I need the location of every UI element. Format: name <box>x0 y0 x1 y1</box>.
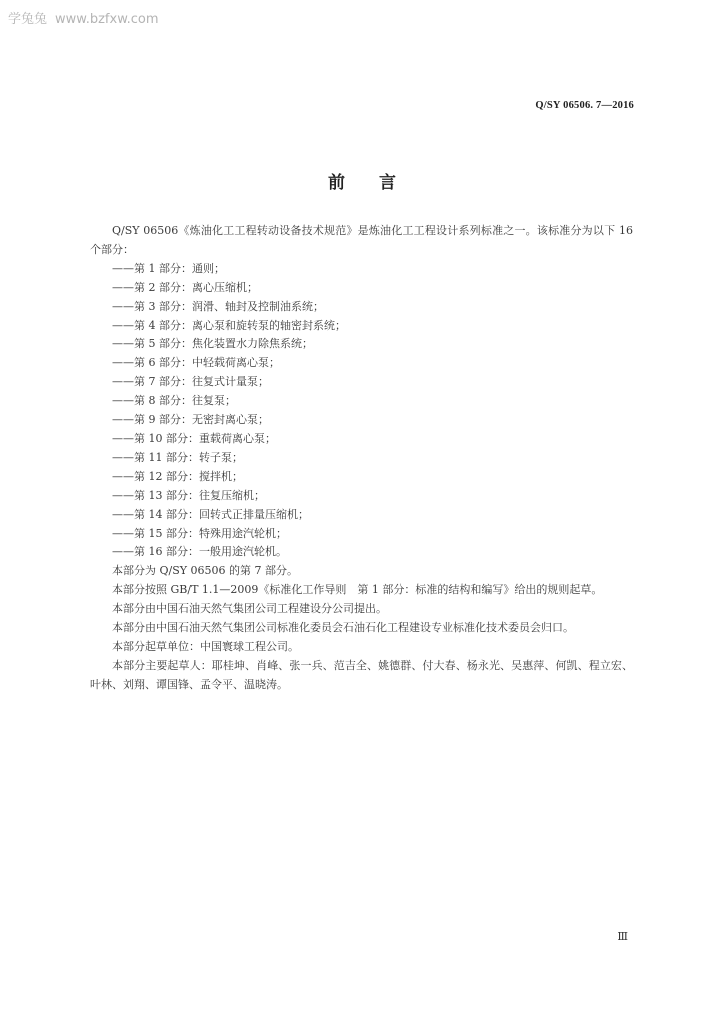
page-number: Ⅲ <box>617 931 628 943</box>
part-list-item: ——第 7 部分：往复式计量泵； <box>112 375 269 389</box>
part-list-item: ——第 10 部分：重载荷离心泵； <box>112 431 276 445</box>
site-watermark <box>8 8 159 27</box>
part-list-item: ——第 15 部分：特殊用途汽轮机； <box>112 526 287 540</box>
part-list-item: ——第 9 部分：无密封离心泵； <box>112 413 269 427</box>
drafters-paragraph: 本部分主要起草人：耶桂坤、肖峰、张一兵、范吉全、姚德群、付大春、杨永光、吴惠萍、何凯、程立宏、叶林、刘翔、谭国锋、孟令平、温晓涛。 <box>90 658 633 691</box>
part-list-item: ——第 3 部分：润滑、轴封及控制油系统； <box>112 299 324 313</box>
part-list-item: ——第 4 部分：离心泵和旋转泵的轴密封系统； <box>112 318 346 332</box>
drafting-rules-paragraph: 本部分按照 GB/T 1.1—2009《标准化工作导则 第 1 部分：标准的结构和编写》给出的规则起草。 <box>112 583 603 597</box>
part-list-item: ——第 8 部分：往复泵； <box>112 394 236 408</box>
watermark-brand: 学兔兔 <box>8 12 48 27</box>
part-list-item: ——第 6 部分：中轻载荷离心泵； <box>112 356 280 370</box>
part-list-item: ——第 16 部分：一般用途汽轮机。 <box>112 545 287 559</box>
part-list-item: ——第 11 部分：转子泵； <box>112 450 243 464</box>
part-list-item: ——第 2 部分：离心压缩机； <box>112 280 258 294</box>
part-number-paragraph: 本部分为 Q/SY 06506 的第 7 部分。 <box>112 564 298 578</box>
drafting-organization-paragraph: 本部分起草单位：中国寰球工程公司。 <box>112 639 299 653</box>
proposer-paragraph: 本部分由中国石油天然气集团公司工程建设分公司提出。 <box>112 602 387 616</box>
part-list-item: ——第 12 部分：搅拌机； <box>112 469 243 483</box>
standard-code: Q/SY 06506. 7—2016 <box>535 100 634 111</box>
watermark-url: www.bzfxw.com <box>55 12 159 27</box>
page-title: 前言 <box>328 173 430 193</box>
foreword-body <box>90 222 633 695</box>
part-list-item: ——第 1 部分：通则； <box>112 261 225 275</box>
part-list-item: ——第 5 部分：焦化装置水力除焦系统； <box>112 337 313 351</box>
intro-paragraph: Q/SY 06506《炼油化工工程转动设备技术规范》是炼油化工工程设计系列标准之一。该标准分为以下 16 个部分： <box>90 224 633 256</box>
responsible-committee-paragraph: 本部分由中国石油天然气集团公司标准化委员会石油石化工程建设专业标准化技术委员会归口。 <box>112 621 574 635</box>
part-list-item: ——第 13 部分：往复压缩机； <box>112 488 265 502</box>
part-list-item: ——第 14 部分：回转式正排量压缩机； <box>112 507 309 521</box>
